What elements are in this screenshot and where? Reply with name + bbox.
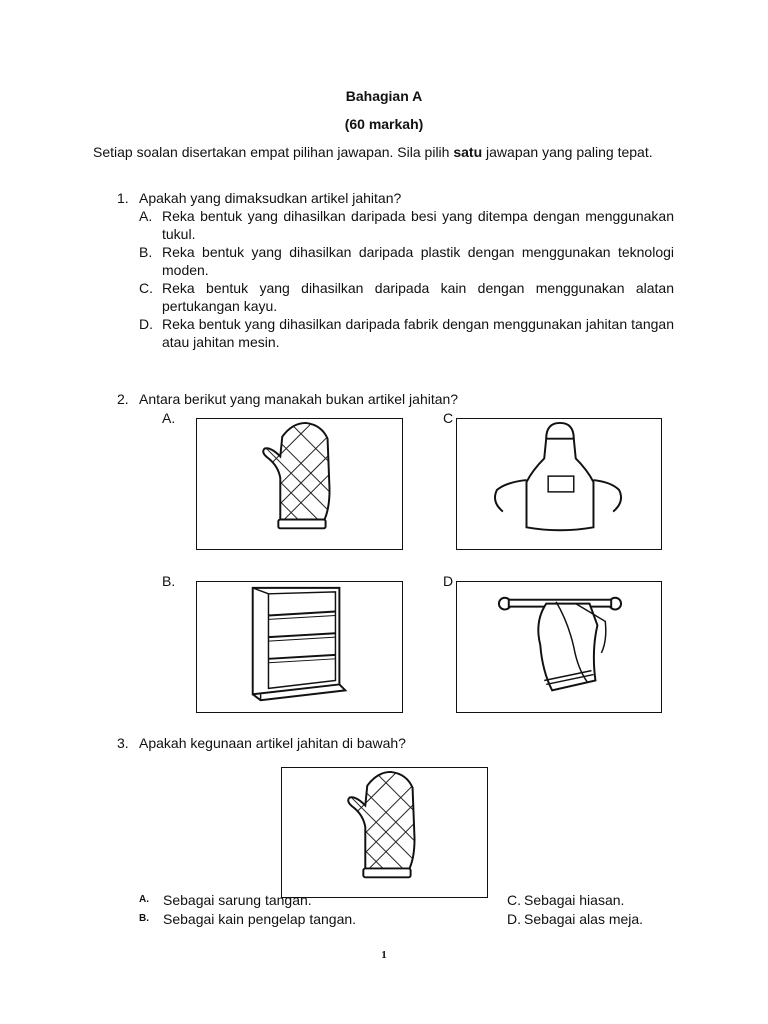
q1-question: Apakah yang dimaksudkan artikel jahitan? [139,190,402,206]
q1-option-d-letter[interactable]: D. [139,316,153,332]
q1-option-d-text[interactable]: Reka bentuk yang dihasilkan daripada fabrik dengan menggunakan jahitan tangan atau jahitan mesin. [162,316,674,350]
q2-option-b-image[interactable] [196,581,403,713]
q2-option-a-image[interactable] [196,418,403,550]
q1-option-c-text[interactable]: Reka bentuk yang dihasilkan daripada kain dengan menggunakan alatan pertukangan kayu. [162,280,674,314]
q2-option-b-letter[interactable]: B. [162,573,176,589]
page-number: 1 [381,949,387,961]
q1-option-a-letter[interactable]: A. [139,208,153,224]
q3-number: 3. [117,735,129,751]
q3-image [281,767,488,898]
q2-option-d-letter[interactable]: D [443,573,454,589]
q3-option-a-letter[interactable]: A. [139,894,149,905]
total-marks: (60 markah) [344,116,424,132]
bookshelf-icon [197,582,402,712]
q3-option-a-text[interactable]: Sebagai sarung tangan. [163,892,312,908]
q1-option-a-text[interactable]: Reka bentuk yang dihasilkan daripada besi yang ditempa dengan menggunakan tukul. [162,208,674,242]
instructions-bold: satu [453,144,483,160]
page-title: Bahagian A [345,88,423,104]
q2-option-c-letter[interactable]: C [443,410,454,426]
q2-number: 2. [117,391,129,407]
instructions-text-2: jawapan yang paling tepat. [482,144,653,160]
q3-option-b-letter[interactable]: B. [139,913,149,924]
q2-option-c-image[interactable] [456,418,662,550]
instructions-text-1: Setiap soalan disertakan empat pilihan jawapan. Sila pilih [93,144,454,160]
q2-question: Antara berikut yang manakah bukan artikel jahitan? [139,391,459,407]
oven-mitt-icon [197,419,402,549]
q3-option-d-text[interactable]: Sebagai alas meja. [524,911,644,927]
q1-number: 1. [117,190,129,206]
towel-rack-icon [457,582,661,712]
q2-option-a-letter[interactable]: A. [162,410,176,426]
q3-option-c-text[interactable]: Sebagai hiasan. [524,892,625,908]
apron-icon [457,419,661,549]
q3-option-b-text[interactable]: Sebagai kain pengelap tangan. [163,911,357,927]
q1-option-b-letter[interactable]: B. [139,244,153,260]
q3-option-d-letter[interactable]: D. [507,911,521,927]
q2-option-d-image[interactable] [456,581,662,713]
q1-option-b-text[interactable]: Reka bentuk yang dihasilkan daripada plastik dengan menggunakan teknologi moden. [162,244,674,278]
instructions [93,143,675,161]
oven-mitt-icon [282,768,487,897]
q1-option-c-letter[interactable]: C. [139,280,153,296]
q3-question: Apakah kegunaan artikel jahitan di bawah? [139,735,406,751]
q3-option-c-letter[interactable]: C. [507,892,521,908]
